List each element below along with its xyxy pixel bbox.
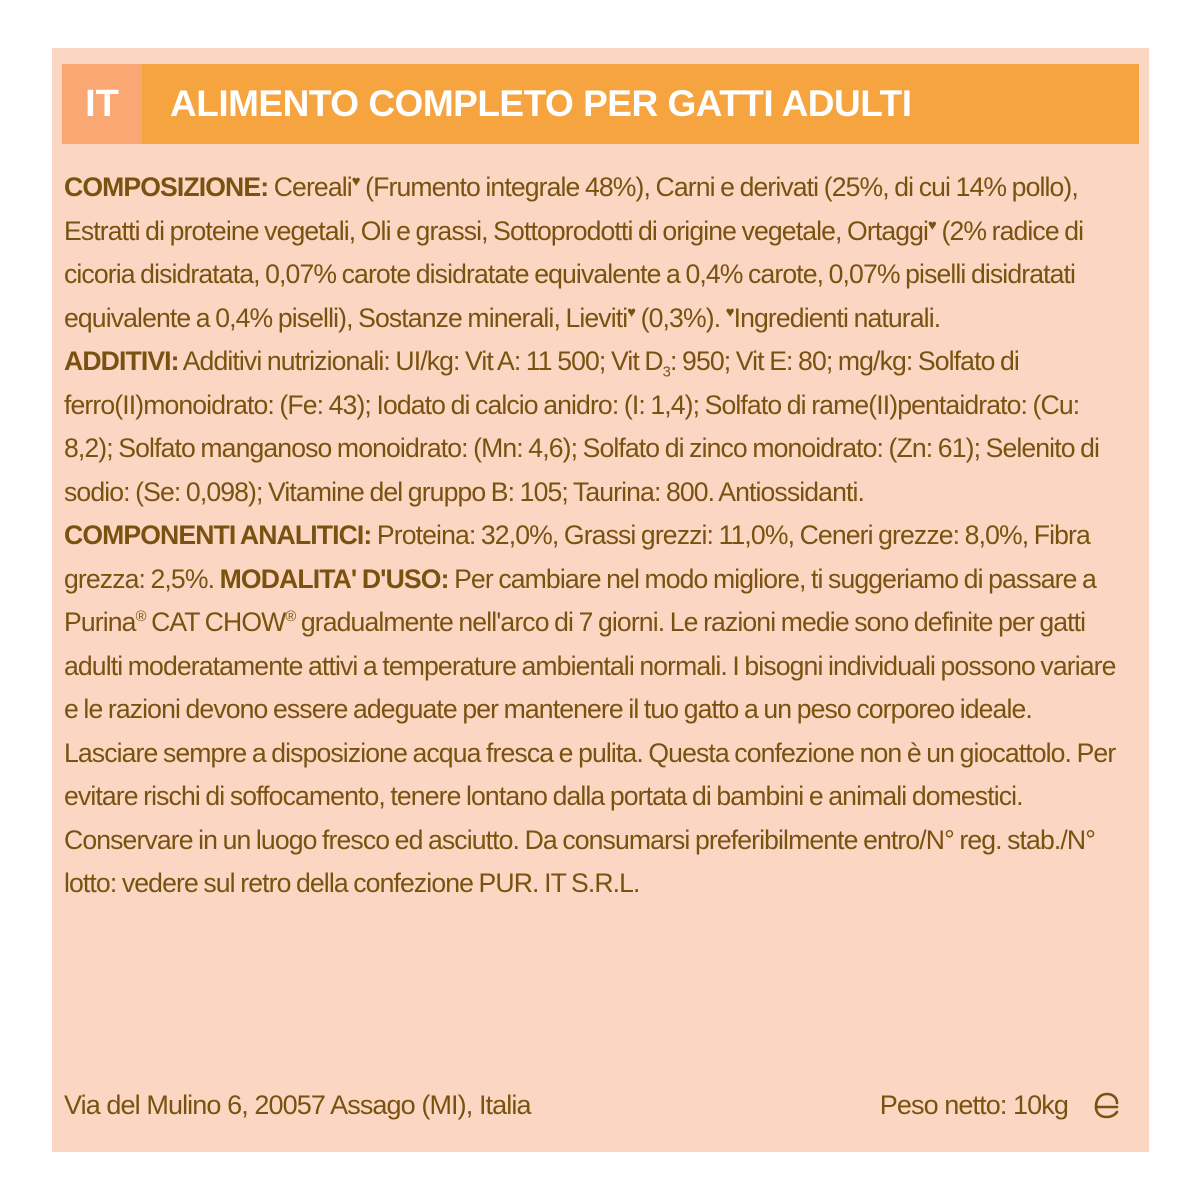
analytical-usage-paragraph [64, 514, 1118, 906]
additives-paragraph [64, 340, 1118, 514]
composition-note: Ingredienti naturali. [733, 302, 941, 333]
estimated-sign-icon [1090, 1087, 1124, 1123]
additives-text-1: Additivi nutrizionali: UI/kg: Vit A: 11 500; Vit D [178, 346, 663, 376]
footer-row [64, 1083, 1124, 1127]
registered-mark: ® [135, 608, 146, 625]
heart-icon: ♥ [928, 216, 936, 234]
analytical-label: COMPONENTI ANALITICI: [64, 520, 372, 550]
label-panel [52, 48, 1149, 1152]
language-code: IT [62, 64, 142, 144]
composition-text-1: (Frumento integrale 48%), Carni e derivati (25%, di cui 14% pollo), Estratti di proteine vegetali, Oli e grassi, Sottoprodotti di origine vegetale, Ortaggi [64, 172, 1078, 246]
header-bar [62, 64, 1139, 144]
registered-mark: ® [285, 608, 296, 625]
composition-text-2: (2% radice di cicoria disidratata, 0,07% carote disidratate equivalente a 0,4% carote, 0,07% piselli disidratati equivalente a 0,4% piselli), Sostanze minerali, Lieviti [64, 215, 1084, 333]
label-text [64, 166, 1118, 906]
net-weight: Peso netto: 10kg [879, 1090, 1068, 1120]
heart-icon: ♥ [725, 303, 734, 321]
composition-label: COMPOSIZIONE: [64, 172, 269, 202]
usage-text-1: Per cambiare nel modo migliore, ti suggeriamo di passare a Purina [64, 563, 1096, 637]
analytical-text: Proteina: 32,0%, Grassi grezzi: 11,0%, Ceneri grezze: 8,0%, Fibra grezza: 2,5%. [64, 520, 1090, 594]
composition-cereal: Cereali [268, 172, 352, 202]
product-title: ALIMENTO COMPLETO PER GATTI ADULTI [142, 64, 1139, 144]
heart-icon: ♥ [351, 173, 360, 190]
additives-text-2: : 950; Vit E: 80; mg/kg: Solfato di ferro(II)monoidrato: (Fe: 43); Iodato di calcio anidro: (I: 1,4); Solfato di rame(II)pentaidrato: (Cu: 8,2); Solfato manganoso monoidrato: (Mn: 4,6); Solfato di zinco monoidrato: (Zn: 61); Selenito di sodio: (Se: 0,098); Vitamine del gruppo B: 105; Taurina: 800. Antiossidanti. [64, 346, 1100, 507]
usage-brand: CAT CHOW [145, 607, 286, 637]
usage-label: MODALITA' D'USO: [219, 563, 449, 594]
heart-icon: ♥ [627, 303, 636, 321]
composition-paragraph [64, 166, 1118, 340]
additives-label: ADDITIVI: [64, 346, 179, 376]
usage-text-2: gradualmente nell'arco di 7 giorni. Le razioni medie sono definite per gatti adulti moderatamente attivi a temperature ambientali normali. I bisogni individuali possono variare e le razioni devono essere adeguate per mantenere il tuo gatto a un peso corporeo ideale. Lasciare sempre a disposizione acqua fresca e pulita. Questa confezione non è un giocattolo. Per evitare rischi di soffocamento, tenere lontano dalla portata di bambini e animali domestici. Conservare in un luogo fresco ed asciutto. Da consumarsi preferibilmente entro/N° reg. stab./N° lotto: vedere sul retro della confezione PUR. IT S.R.L. [64, 607, 1116, 898]
company-address: Via del Mulino 6, 20057 Assago (MI), Italia [64, 1090, 531, 1120]
composition-text-3: (0,3%). [635, 302, 726, 333]
vitamin-d-subscript: 3 [662, 363, 671, 381]
